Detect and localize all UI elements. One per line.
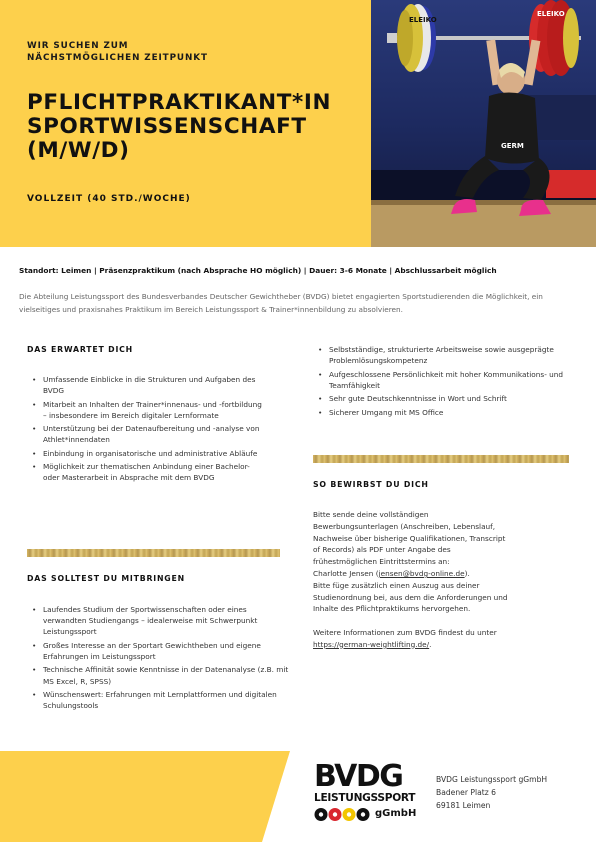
job-title-line-1: PFLICHTPRAKTIKANT*IN — [27, 90, 332, 115]
section-divider — [313, 455, 569, 463]
apply-line: frühestmöglichen Eintrittstermins an: — [313, 557, 450, 567]
logo-plates-icon — [314, 807, 374, 822]
list-item: • Selbstständige, strukturierte Arbeitsweise sowie ausgeprägte Problemlösungskompetenz — [313, 344, 571, 366]
list-item: • Großes Interesse an der Sportart Gewichtheben und eigene Erfahrungen im Leistungssport — [27, 640, 289, 662]
address-line-company: BVDG Leistungssport gGmbH — [436, 775, 548, 784]
list-item: • Wünschenswert: Erfahrungen mit Lernplattformen und digitalen Schulungstools — [27, 689, 289, 711]
position-facts: Standort: Leimen | Präsenzpraktikum (nach Absprache HO möglich) | Dauer: 3-6 Monate | Abschlussarbeit möglich — [19, 266, 497, 275]
address-line-street: Badener Platz 6 — [436, 788, 496, 798]
company-address — [436, 773, 547, 813]
weightlifter-photo — [371, 0, 596, 247]
apply-line: of Records) als PDF unter Angabe des — [313, 545, 451, 555]
section-heading-bring: DAS SOLLTEST DU MITBRINGEN — [27, 574, 185, 583]
list-item: • Technische Affinität sowie Kenntnisse in der Datenanalyse (z.B. mit MS Excel, R, SPSS) — [27, 664, 289, 686]
hero-banner — [0, 0, 596, 247]
section-divider — [27, 549, 280, 557]
website-suffix: . — [429, 639, 432, 649]
list-item: • Einbindung in organisatorische und administrative Abläufe — [27, 448, 265, 459]
intro-paragraph: Die Abteilung Leistungssport des Bundesverbandes Deutscher Gewichtheber (BVDG) bietet engagierten Sportstudierenden die Möglichkeit, ein vielseitiges und praxisnahes Praktikum im Bereich Leistungssport & Trainer*innenbildung zu absolvieren. — [19, 292, 543, 314]
contact-email-link[interactable]: jensen@bvdg-online.de — [378, 568, 465, 578]
logo-subline: LEISTUNGSSPORT — [314, 792, 416, 804]
plate-brand-right: ELEIKO — [537, 10, 565, 18]
list-item: • Laufendes Studium der Sportwissenschaften oder eines verwandten Studiengangs – idealerweise mit Schwerpunkt Leistungssport — [27, 604, 289, 638]
plate-brand-left: ELEIKO — [409, 16, 437, 24]
list-item: • Mitarbeit an Inhalten der Trainer*innenaus- und -fortbildung – insbesondere im Bereich digitaler Lernformate — [27, 399, 265, 421]
shirt-text: GERM — [501, 142, 524, 150]
contact-suffix: ). — [464, 568, 470, 578]
spacer — [313, 615, 571, 627]
website-link[interactable]: https://german-weightlifting.de/ — [313, 639, 430, 649]
list-item: • Aufgeschlossene Persönlichkeit mit hoher Kommunikations- und Teamfähigkeit — [313, 369, 571, 391]
apply-line: Inhalte des Pflichtpraktikums hervorgehen. — [313, 604, 471, 614]
list-item: • Sicherer Umgang mit MS Office — [313, 407, 571, 418]
apply-line: Bewerbungsunterlagen (Anschreiben, Lebenslauf, — [313, 521, 496, 531]
address-line-city: 69181 Leimen — [436, 801, 491, 811]
list-item: • Unterstützung bei der Datenaufbereitung und -analyse von Athlet*innendaten — [27, 423, 265, 445]
section-heading-apply: SO BEWIRBST DU DICH — [313, 480, 429, 489]
job-title-line-3: (M/W/D) — [27, 138, 130, 163]
website-line — [313, 639, 571, 651]
contact-line — [313, 568, 571, 580]
bring-list — [27, 604, 289, 714]
application-instructions — [313, 509, 571, 651]
kicker-line-1: WIR SUCHEN ZUM — [27, 41, 129, 51]
logo-gmbh: gGmbH — [375, 808, 417, 819]
contact-name: Charlotte Jensen ( — [313, 568, 379, 578]
apply-line: Studienordnung bei, aus dem die Anforderungen und — [313, 592, 508, 602]
bvdg-logo — [314, 759, 424, 826]
kicker-line-2: NÄCHSTMÖGLICHEN ZEITPUNKT — [27, 53, 208, 63]
apply-line: Nachweise über bisherige Qualifikationen, Transcript — [313, 533, 506, 543]
job-title — [27, 91, 367, 163]
working-hours: VOLLZEIT (40 STD./WOCHE) — [27, 194, 191, 204]
apply-line: Bitte füge zusätzlich einen Auszug aus deiner — [313, 580, 480, 590]
apply-line: Bitte sende deine vollständigen — [313, 510, 429, 519]
list-item: • Umfassende Einblicke in die Strukturen und Aufgaben des BVDG — [27, 374, 265, 396]
job-title-line-2: SPORTWISSENSCHAFT — [27, 114, 307, 139]
expect-list — [27, 374, 265, 486]
list-item: • Sehr gute Deutschkenntnisse in Wort und Schrift — [313, 393, 571, 404]
list-item: • Möglichkeit zur thematischen Anbindung einer Bachelor- oder Masterarbeit in Absprache mit dem BVDG — [27, 461, 265, 483]
logo-wordmark: BVDG — [314, 759, 403, 794]
more-info-text: Weitere Informationen zum BVDG findest du unter — [313, 627, 497, 637]
section-heading-expect: DAS ERWARTET DICH — [27, 345, 134, 354]
skills-list — [313, 344, 571, 420]
hero-kicker — [27, 40, 357, 64]
